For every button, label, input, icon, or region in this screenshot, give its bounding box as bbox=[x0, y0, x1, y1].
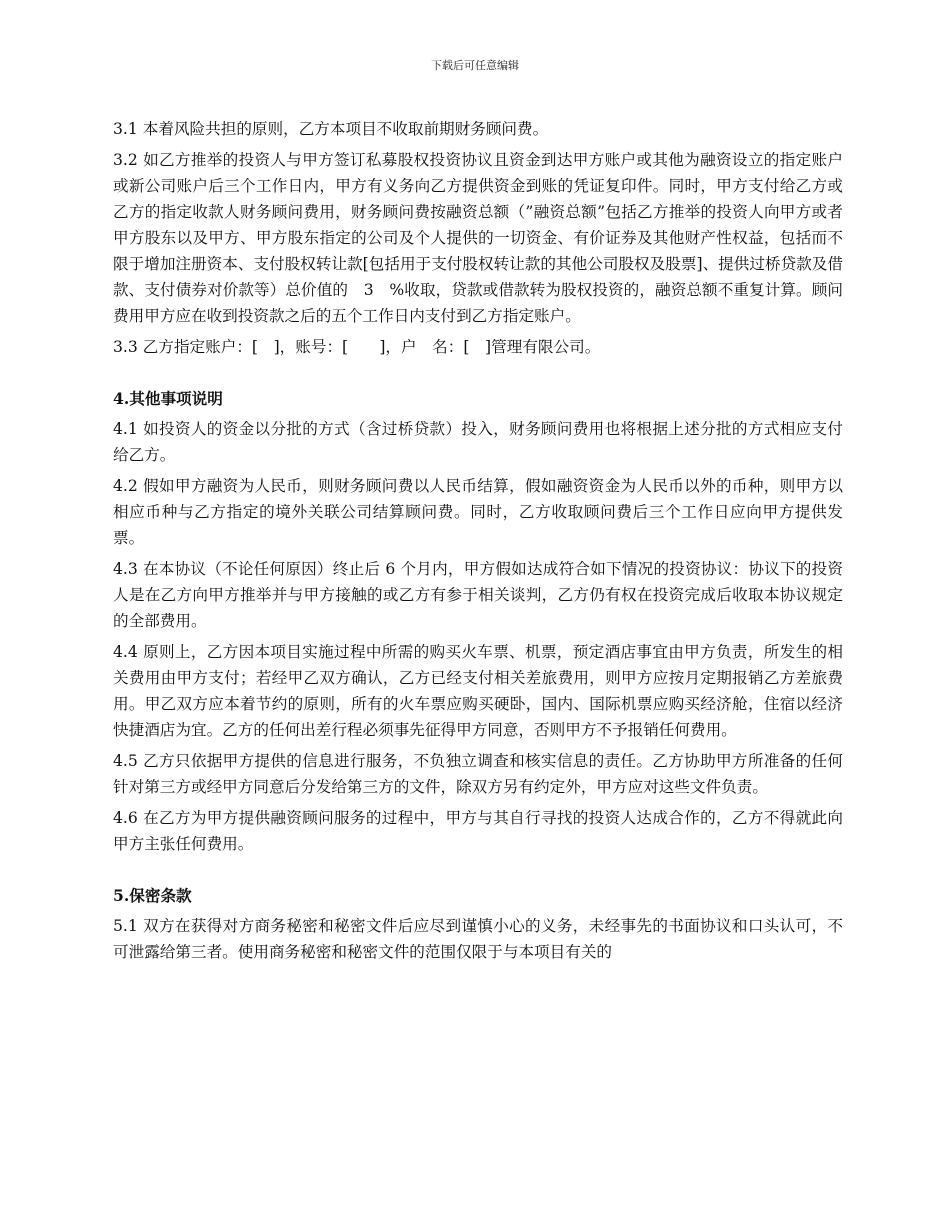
clause-4-4: 4.4 原则上，乙方因本项目实施过程中所需的购买火车票、机票，预定酒店事宜由甲方负责，所发生的相关费用由甲方支付；若经甲乙双方确认，乙方已经支付相关差旅费用，则甲方应按月定期报销乙方差旅费用。甲乙双方应本着节约的原则，所有的火车票应购买硬卧，国内、国际机票应购买经济舱，住宿以经济快捷酒店为宜。乙方的任何出差行程必须事先征得甲方同意，否则甲方不予报销任何费用。 bbox=[113, 643, 843, 739]
clause-3-3: 3.3 乙方指定账户：[ ]，账号：[ ]，户 名：[ ]管理有限公司。 bbox=[113, 338, 601, 356]
clause-4-5: 4.5 乙方只依据甲方提供的信息进行服务，不负独立调查和核实信息的责任。乙方协助甲方所准备的任何针对第三方或经甲方同意后分发给第三方的文件，除双方另有约定外，甲方应对这些文件负责。 bbox=[113, 752, 843, 796]
section-heading-5: 5.保密条款 bbox=[113, 886, 192, 905]
clause-5-1: 5.1 双方在获得对方商务秘密和秘密文件后应尽到谨慎小心的义务，未经事先的书面协议和口头认可，不可泄露给第三者。使用商务秘密和秘密文件的范围仅限于与本项目有关的 bbox=[113, 917, 843, 961]
clause-4-1: 4.1 如投资人的资金以分批的方式（含过桥贷款）投入，财务顾问费用也将根据上述分批的方式相应支付给乙方。 bbox=[113, 420, 843, 464]
section-5 bbox=[113, 883, 843, 965]
clause-4-6: 4.6 在乙方为甲方提供融资顾问服务的过程中，甲方与其自行寻找的投资人达成合作的，乙方不得就此向甲方主张任何费用。 bbox=[113, 809, 843, 853]
page-header: 下载后可任意编辑 bbox=[431, 59, 519, 72]
clause-4-3: 4.3 在本协议（不论任何原因）终止后 6 个月内，甲方假如达成符合如下情况的投资协议：协议下的投资人是在乙方向甲方推举并与甲方接触的或乙方有参于相关谈判，乙方仍有权在投资完成后收取本协议规定的全部费用。 bbox=[113, 560, 843, 630]
document-body bbox=[113, 116, 843, 970]
section-3 bbox=[113, 116, 843, 360]
section-4 bbox=[113, 386, 843, 857]
section-heading-4: 4.其他事项说明 bbox=[113, 389, 223, 408]
clause-3-2: 3.2 如乙方推举的投资人与甲方签订私募股权投资协议且资金到达甲方账户或其他为融资设立的指定账户或新公司账户后三个工作日内，甲方有义务向乙方提供资金到账的凭证复印件。同时，甲方支付给乙方或乙方的指定收款人财务顾问费用，财务顾问费按融资总额（”融资总额”包括乙方推举的投资人向甲方或者甲方股东以及甲方、甲方股东指定的公司及个人提供的一切资金、有价证券及其他财产性权益，包括而不限于增加注册资本、支付股权转让款[包括用于支付股权转让款的其他公司股权及股票]、提供过桥贷款及借款、支付债券对价款等）总价值的 3 %收取，贷款或借款转为股权投资的，融资总额不重复计算。顾问费用甲方应在收到投资款之后的五个工作日内支付到乙方指定账户。 bbox=[113, 151, 843, 325]
clause-3-1: 3.1 本着风险共担的原则，乙方本项目不收取前期财务顾问费。 bbox=[113, 120, 549, 138]
clause-4-2: 4.2 假如甲方融资为人民币，则财务顾问费以人民币结算，假如融资资金为人民币以外的币种，则甲方以相应币种与乙方指定的境外关联公司结算顾问费。同时，乙方收取顾问费后三个工作日应向甲方提供发票。 bbox=[113, 477, 843, 547]
